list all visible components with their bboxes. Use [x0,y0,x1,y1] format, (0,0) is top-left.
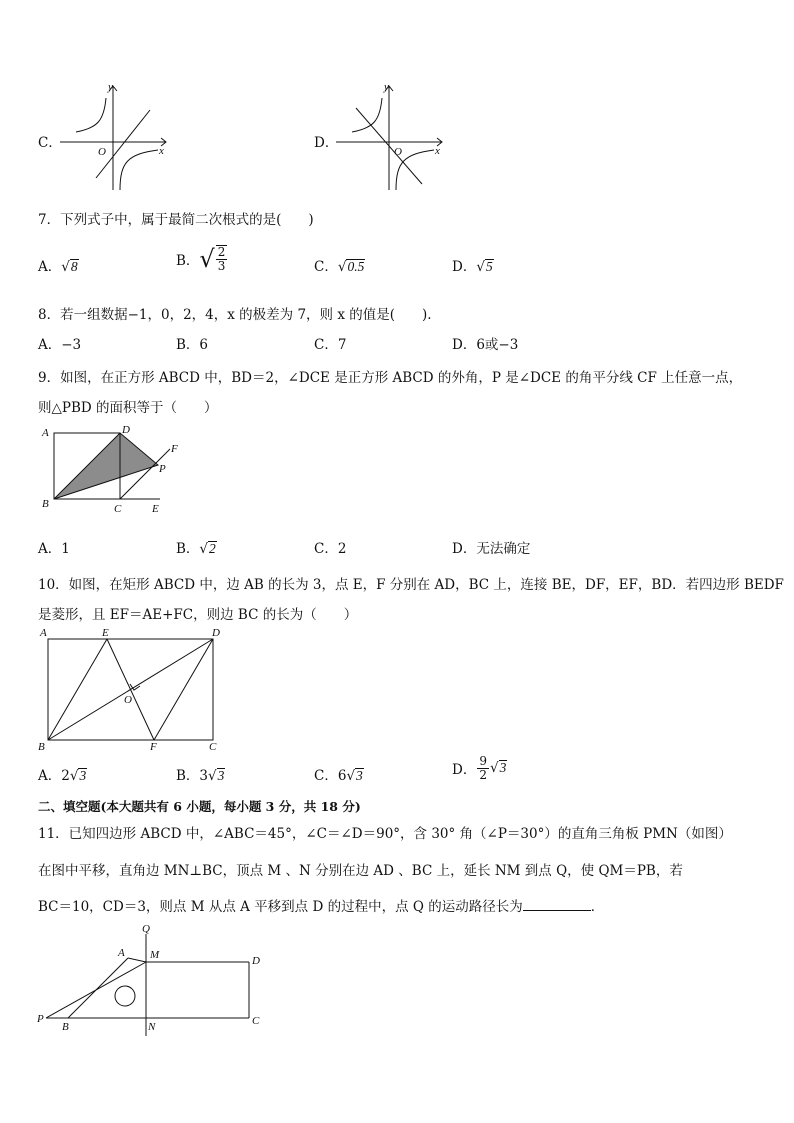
q10-label-o: O [124,694,132,706]
q11-label-p: P [37,1013,44,1025]
q10-label-c: C [209,741,217,753]
q6d-origin: O [394,146,402,158]
q9-option-c[interactable]: C．2 [314,541,347,557]
q10-figure [34,624,226,754]
q10-label-a: A [40,627,47,639]
q7-option-c[interactable]: C．√0.5 [314,259,365,275]
q11-line3: BC＝10，CD＝3，则点 M 从点 A 平移到点 D 的过程中，点 Q 的运动路径长为 ． [38,899,605,915]
q7-option-a[interactable]: A．√8 [38,259,78,275]
q9-option-d[interactable]: D．无法确定 [452,541,531,557]
q10-label-f: F [150,741,157,753]
q7-option-b[interactable]: B．√ $\frac{2}{3}$ [176,245,226,273]
q9-label-d: D [122,424,130,436]
q9-label-p: P [159,463,166,475]
q9-label-c: C [114,503,122,514]
q11-figure [32,922,272,1040]
q9-label-a: A [42,427,49,439]
q6c-axis-y: y [108,81,113,93]
q10-label-b: B [38,741,45,753]
q10-option-d[interactable]: D． $\frac{9}{2}$ √3 [452,754,507,782]
q6d-axis-x: x [435,145,440,157]
q8-option-a[interactable]: A．−3 [38,337,82,353]
q6-option-c-label[interactable]: C． [38,135,62,151]
q8-stem: 8．若一组数据−1，0，2，4，x 的极差为 7，则 x 的值是( ). [38,307,432,323]
q11-label-q: Q [142,923,150,935]
q6-option-d-label[interactable]: D． [314,135,339,151]
q11-label-d: D [252,955,260,967]
q7-option-d[interactable]: D．√5 [452,259,493,275]
q8-option-c[interactable]: C．7 [314,337,347,353]
q6-option-d-graph [334,80,449,195]
q11-line2: 在图中平移，直角边 MN⊥BC，顶点 M 、N 分别在边 AD 、BC 上，延长 NM 到点 Q，使 QM＝PB，若 [38,863,683,879]
q7-stem: 7．下列式子中，属于最简二次根式的是( ) [38,212,314,228]
q10-option-a[interactable]: A．2√3 [38,768,87,784]
q11-answer-blank[interactable] [523,898,591,911]
q11-line1: 11．已知四边形 ABCD 中，∠ABC＝45°，∠C＝∠D＝90°，含 30° 角（∠P＝30°）的直角三角板 PMN（如图） [38,826,732,842]
q10-stem-line1: 10．如图，在矩形 ABCD 中，边 AB 的长为 3，点 E，F 分别在 AD，BC 上，连接 BE，DF，EF，BD．若四边形 BEDF [38,577,784,593]
q9-label-f: F [171,443,178,455]
q9-option-a[interactable]: A．1 [38,541,70,557]
q11-label-m: M [150,949,160,961]
q11-label-b: B [62,1021,69,1033]
q10-label-e: E [102,627,109,639]
q10-option-b[interactable]: B．3√3 [176,768,225,784]
q9-figure [38,422,178,514]
section2-heading: 二、填空题(本大题共有 6 小题，每小题 3 分，共 18 分) [38,799,361,814]
q10-stem-line2: 是菱形，且 EF＝AE+FC，则边 BC 的长为（ ） [38,607,358,623]
q9-stem-line1: 9．如图，在正方形 ABCD 中，BD＝2，∠DCE 是正方形 ABCD 的外角，P 是∠DCE 的角平分线 CF 上任意一点， [38,370,743,386]
q8-option-b[interactable]: B．6 [176,337,209,353]
q9-stem-line2: 则△PBD 的面积等于（ ） [38,400,218,416]
q11-label-a: A [118,947,125,959]
q6-option-c-graph [58,80,173,195]
q11-label-c: C [252,1015,260,1027]
q11-label-n: N [148,1021,156,1033]
q9-option-b[interactable]: B．√2 [176,541,216,557]
q10-label-d: D [212,627,220,639]
q10-option-c[interactable]: C．6√3 [314,768,363,784]
q9-label-e: E [152,503,159,514]
q6c-origin: O [98,146,106,158]
q9-label-b: B [42,498,49,510]
q6c-axis-x: x [159,145,164,157]
q6d-axis-y: y [384,81,389,93]
q8-option-d[interactable]: D．6或−3 [452,337,519,353]
